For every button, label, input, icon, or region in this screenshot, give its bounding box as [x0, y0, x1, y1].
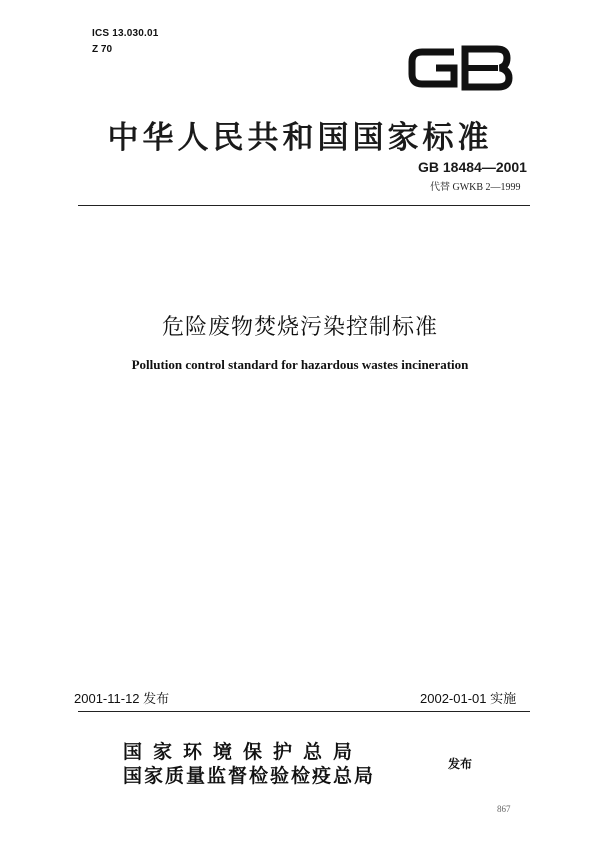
- release-label: 发布: [448, 757, 473, 771]
- replaces-standard: 代替 GWKB 2—1999: [430, 182, 521, 193]
- standard-number: GB 18484—2001: [418, 159, 527, 175]
- gb-logo-mark: [408, 42, 514, 94]
- header-divider: [78, 205, 530, 206]
- national-standard-title: 中华人民共和国国家标准: [107, 120, 493, 156]
- gb-logo: [408, 42, 514, 94]
- footer-divider: [78, 711, 530, 712]
- effective-date: 2002-01-01 实施: [420, 691, 517, 706]
- issue-date: 2001-11-12 发布: [74, 691, 170, 706]
- document-title-cn: 危险废物焚烧污染控制标准: [161, 315, 438, 340]
- page-number: 867: [497, 804, 511, 814]
- category-code: Z 70: [92, 44, 113, 55]
- issuer-sepa: 国家环境保护总局: [123, 741, 364, 763]
- issuer-aqsiq: 国家质量监督检验检疫总局: [123, 765, 376, 787]
- ics-code: ICS 13.030.01: [92, 28, 159, 39]
- document-title-en: Pollution control standard for hazardous wastes incineration: [131, 357, 469, 372]
